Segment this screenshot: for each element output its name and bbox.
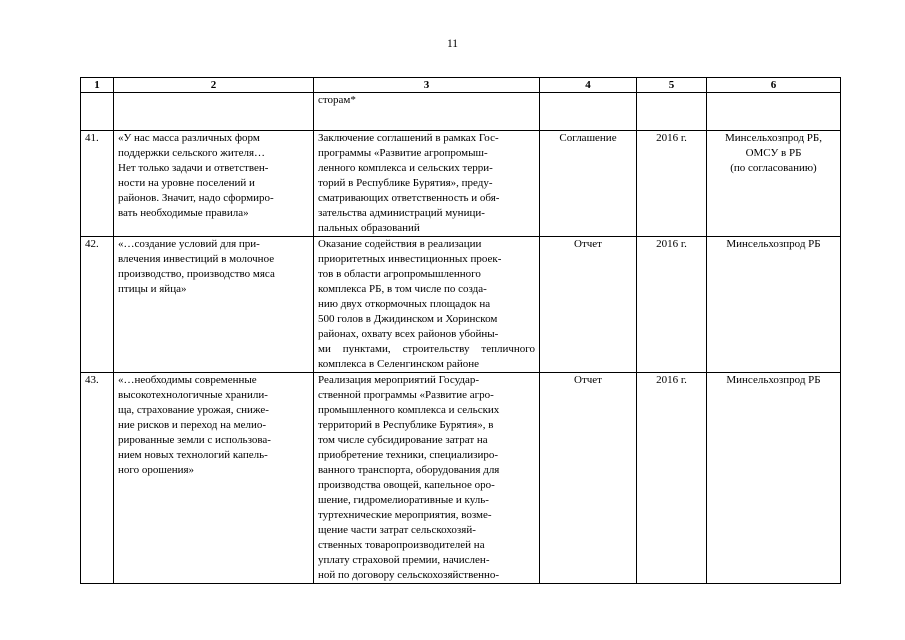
row-quote — [114, 93, 314, 131]
row-year: 2016 г. — [637, 237, 707, 373]
row-quote: «…необходимы современные высокотехнологичные хранили- ща, страхование урожая, сниже- ние рисков и переход на мелио- рированные земли с использова- нием новых технологий капель- ного орошения» — [114, 373, 314, 584]
row-number: 42. — [81, 237, 114, 373]
row-document: Отчет — [540, 237, 637, 373]
row-document — [540, 93, 637, 131]
header-col-5: 5 — [637, 78, 707, 93]
page-number: 11 — [446, 38, 459, 50]
row-document: Отчет — [540, 373, 637, 584]
row-year — [637, 93, 707, 131]
table-header-row — [81, 78, 841, 93]
table-row-43 — [81, 373, 841, 584]
row-number — [81, 93, 114, 131]
table-row-continuation — [81, 93, 841, 131]
header-col-6: 6 — [707, 78, 841, 93]
row-document: Соглашение — [540, 131, 637, 237]
table-row-42 — [81, 237, 841, 373]
row-measure: сторам* — [314, 93, 540, 131]
row-year: 2016 г. — [637, 131, 707, 237]
header-col-1: 1 — [81, 78, 114, 93]
row-year: 2016 г. — [637, 373, 707, 584]
row-measure: Заключение соглашений в рамках Гос- программы «Развитие агропромыш- ленного комплекса и сельских терри- торий в Республике Бурятия», преду- сматривающих ответственность и обя- зательства администраций муници- пальных образований — [314, 131, 540, 237]
row-quote: «У нас масса различных форм поддержки сельского жителя… Нет только задачи и ответствен- ности на уровне поселений и районов. Значит, надо сформиро- вать необходимые правила» — [114, 131, 314, 237]
header-col-4: 4 — [540, 78, 637, 93]
row-measure: Оказание содействия в реализации приоритетных инвестиционных проек- тов в области агропромышленного комплекса РБ, в том числе по созда- нию двух откормочных площадок на 500 голов в Джидинском и Хоринском районах, охвату всех районов убойны- ми пунктами, строительству тепличного комплекса в Селенгинском районе — [314, 237, 540, 373]
table-row-41 — [81, 131, 841, 237]
row-executor: Минсельхозпрод РБ — [707, 237, 841, 373]
row-number: 43. — [81, 373, 114, 584]
header-col-2: 2 — [114, 78, 314, 93]
row-measure: Реализация мероприятий Государ- ственной программы «Развитие агро- промышленного комплекса и сельских территорий в Республике Бурятия», в том числе субсидирование затрат на приобретение техники, специализиро- ванного транспорта, оборудования для производства овощей, капельное оро- шение, гидромелиоративные и куль- туртехнические мероприятия, возме- щение части затрат сельскохозяй- ственных товаропроизводителей на уплату страховой премии, начислен- ной по договору сельскохозяйственно- — [314, 373, 540, 584]
row-executor — [707, 93, 841, 131]
row-number: 41. — [81, 131, 114, 237]
row-executor: Минсельхозпрод РБ — [707, 373, 841, 584]
row-executor: Минсельхозпрод РБ, ОМСУ в РБ (по согласованию) — [707, 131, 841, 237]
measures-table — [80, 77, 841, 584]
header-col-3: 3 — [314, 78, 540, 93]
row-quote: «…создание условий для при- влечения инвестиций в молочное производство, производство мяса птицы и яйца» — [114, 237, 314, 373]
